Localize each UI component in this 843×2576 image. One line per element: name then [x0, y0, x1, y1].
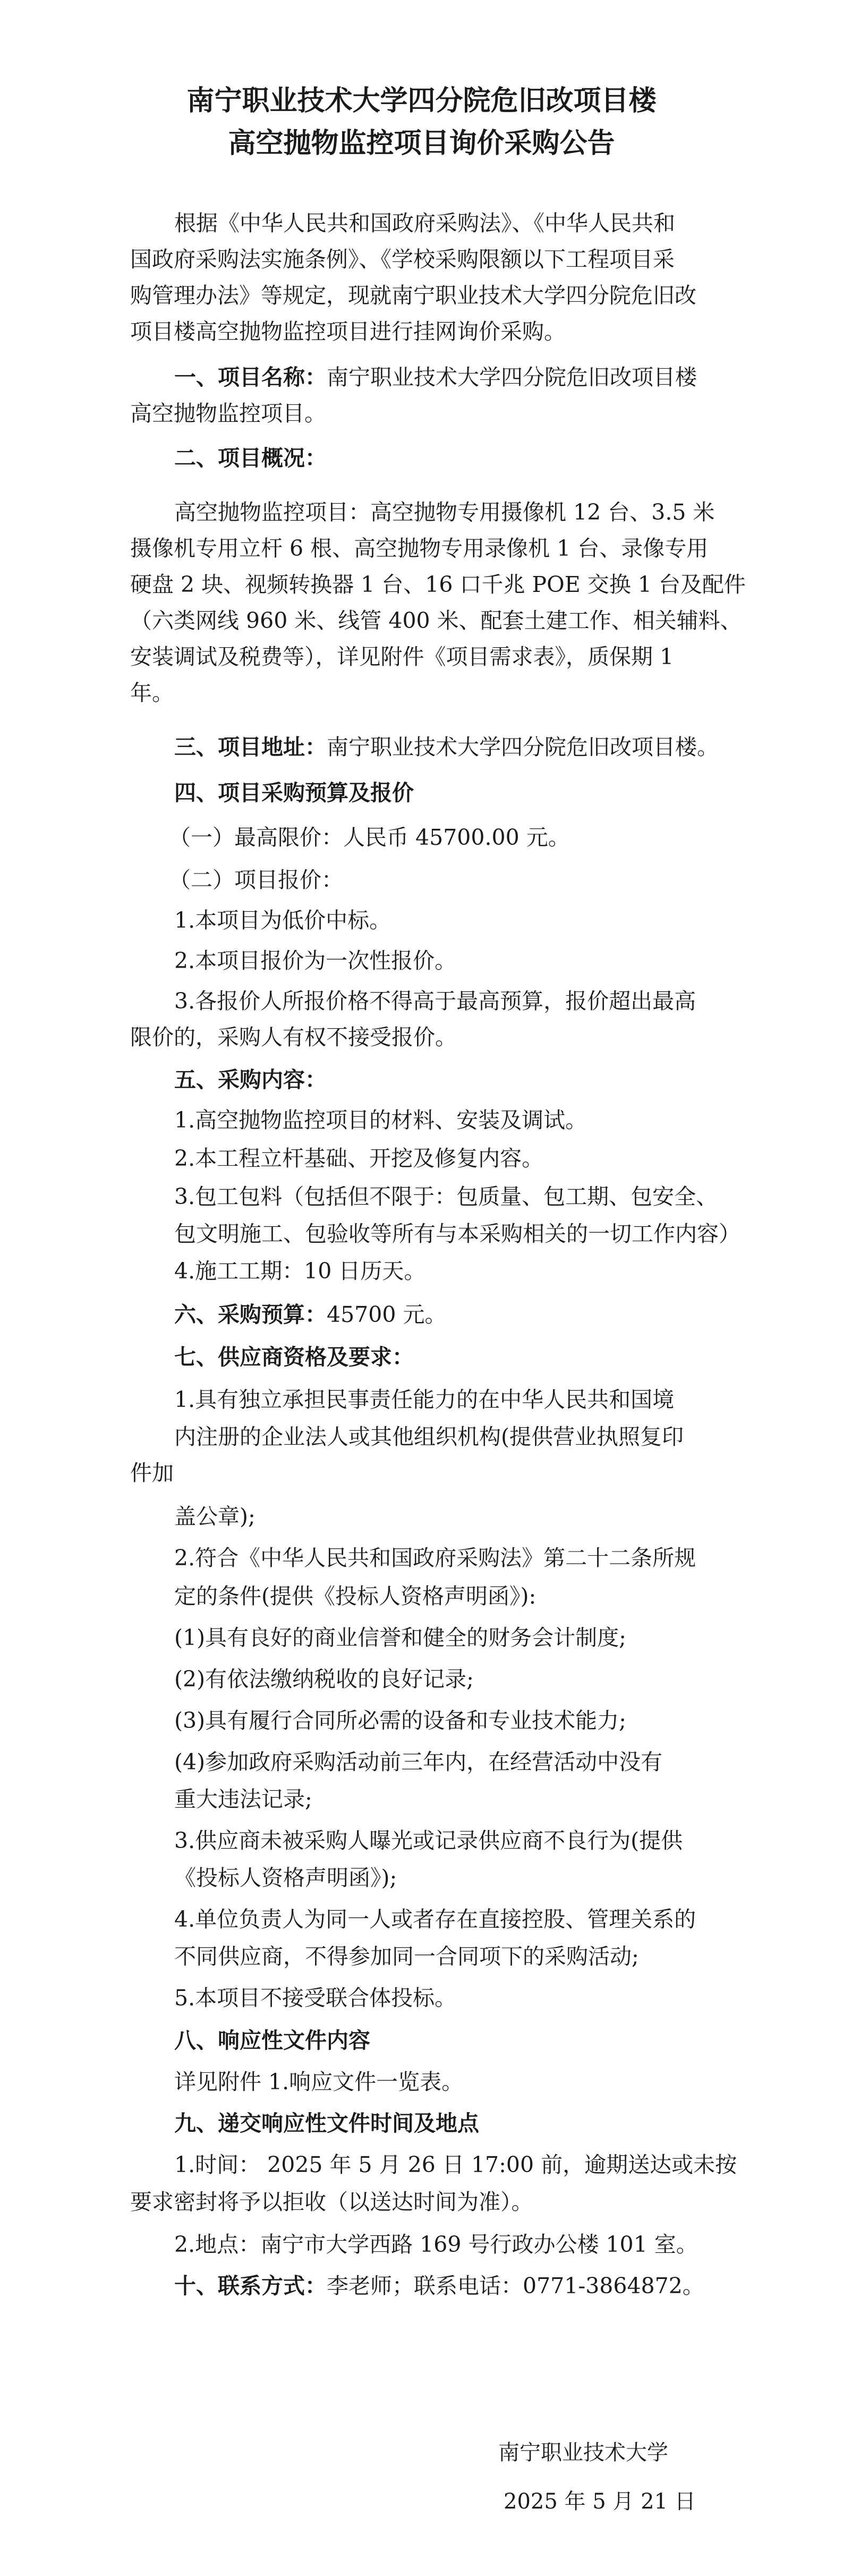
- section-4-line: （一）最高限价：人民币 45700.00 元。: [169, 825, 570, 850]
- section-3-line: [174, 731, 719, 763]
- section-2-line: 安装调试及税费等），详见附件《项目需求表》，质保期 1: [130, 644, 674, 670]
- section-7-line: (4)参加政府采购活动前三年内，在经营活动中没有: [174, 1749, 663, 1775]
- section-1-line: [174, 361, 697, 393]
- section-7-line: 不同供应商，不得参加同一合同项下的采购活动;: [174, 1944, 639, 1969]
- section-4-heading: 四、项目采购预算及报价: [174, 780, 414, 806]
- intro-line: 购管理办法》等规定，现就南宁职业技术大学四分院危旧改: [130, 283, 696, 308]
- section-9-line: 2.地点：南宁市大学西路 169 号行政办公楼 101 室。: [174, 2232, 698, 2257]
- section-4-line: 1.本项目为低价中标。: [174, 908, 391, 933]
- section-7-line: (2)有依法缴纳税收的良好记录;: [174, 1666, 474, 1692]
- section-7-line: 定的条件(提供《投标人资格声明函》):: [174, 1583, 537, 1609]
- section-5-line: 1.高空抛物监控项目的材料、安装及调试。: [174, 1107, 587, 1133]
- signature-org: 南宁职业技术大学: [498, 2441, 668, 2465]
- section-5-line: 4.施工工期：10 日历天。: [174, 1258, 426, 1284]
- section-1-text-cont: 高空抛物监控项目。: [130, 401, 326, 426]
- section-7-line: (1)具有良好的商业信誉和健全的财务会计制度;: [174, 1625, 626, 1650]
- section-1-text: 南宁职业技术大学四分院危旧改项目楼: [327, 365, 697, 390]
- section-4-line: 2.本项目报价为一次性报价。: [174, 948, 457, 973]
- section-2-heading: 二、项目概况：: [174, 445, 327, 471]
- section-2-line: 硬盘 2 块、视频转换器 1 台、16 口千兆 POE 交换 1 台及配件: [130, 572, 746, 597]
- intro-line: 国政府采购法实施条例》、《学校采购限额以下工程项目采: [130, 247, 675, 272]
- section-6-heading: 六、采购预算：: [174, 1302, 327, 1327]
- section-5-line: 3.包工包料（包括但不限于：包质量、包工期、包安全、: [174, 1184, 718, 1209]
- section-7-line: 《投标人资格声明函》);: [174, 1865, 397, 1891]
- section-3-heading: 三、项目地址：: [174, 734, 327, 760]
- doc-title-line-2: 高空抛物监控项目询价采购公告: [228, 127, 615, 159]
- section-7-line: 1.具有独立承担民事责任能力的在中华人民共和国境: [174, 1387, 675, 1412]
- section-10-line: [174, 2270, 704, 2302]
- section-6-text: 45700 元。: [327, 1302, 447, 1327]
- section-7-line: (3)具有履行合同所必需的设备和专业技术能力;: [174, 1708, 626, 1733]
- section-2-line: 摄像机专用立杆 6 根、高空抛物专用录像机 1 台、录像专用: [130, 536, 709, 561]
- section-5-line: 包文明施工、包验收等所有与本采购相关的一切工作内容）: [174, 1221, 740, 1247]
- intro-line: 根据《中华人民共和国政府采购法》、《中华人民共和: [174, 210, 675, 236]
- section-7-line: 盖公章);: [174, 1504, 256, 1529]
- section-9-line: 要求密封将予以拒收（以送达时间为准）。: [130, 2189, 533, 2215]
- section-4-line: （二）项目报价：: [169, 867, 343, 893]
- section-8-heading: 八、响应性文件内容: [174, 2028, 370, 2053]
- section-4-line: 3.各报价人所报价格不得高于最高预算，报价超出最高: [174, 988, 696, 1014]
- section-10-text: 李老师；联系电话：0771-3864872。: [327, 2273, 704, 2299]
- section-7-line: 2.符合《中华人民共和国政府采购法》第二十二条所规: [174, 1545, 696, 1571]
- section-7-line: 内注册的企业法人或其他组织机构(提供营业执照复印: [174, 1424, 684, 1450]
- section-7-line: 件加: [130, 1460, 174, 1486]
- section-7-heading: 七、供应商资格及要求：: [174, 1344, 414, 1370]
- doc-title-line-1: 南宁职业技术大学四分院危旧改项目楼: [186, 84, 657, 117]
- section-1-heading: 一、项目名称：: [174, 365, 327, 390]
- section-6-line: [174, 1299, 446, 1331]
- section-2-line: 年。: [130, 680, 174, 706]
- section-9-heading: 九、递交响应性文件时间及地点: [174, 2111, 479, 2136]
- intro-line: 项目楼高空抛物监控项目进行挂网询价采购。: [130, 319, 566, 344]
- section-9-line: 1.时间： 2025 年 5 月 26 日 17:00 前，逾期送达或未按: [174, 2152, 737, 2177]
- section-5-line: 2.本工程立杆基础、开挖及修复内容。: [174, 1146, 544, 1171]
- section-7-line: 4.单位负责人为同一人或者存在直接控股、管理关系的: [174, 1906, 696, 1932]
- section-10-heading: 十、联系方式：: [174, 2273, 327, 2299]
- section-4-line: 限价的，采购人有权不接受报价。: [130, 1024, 457, 1050]
- section-2-line: （六类网线 960 米、线管 400 米、配套土建工作、相关辅料、: [130, 608, 742, 633]
- section-3-text: 南宁职业技术大学四分院危旧改项目楼。: [327, 734, 719, 760]
- signature-date: 2025 年 5 月 21 日: [504, 2489, 696, 2514]
- section-5-heading: 五、采购内容：: [174, 1067, 327, 1092]
- section-2-line: 高空抛物监控项目：高空抛物专用摄像机 12 台、3.5 米: [174, 499, 715, 525]
- section-7-line: 3.供应商未被采购人曝光或记录供应商不良行为(提供: [174, 1828, 683, 1853]
- section-7-line: 5.本项目不接受联合体投标。: [174, 1985, 457, 2011]
- section-8-text: 详见附件 1.响应文件一览表。: [174, 2069, 464, 2095]
- section-7-line: 重大违法记录;: [174, 1786, 312, 1812]
